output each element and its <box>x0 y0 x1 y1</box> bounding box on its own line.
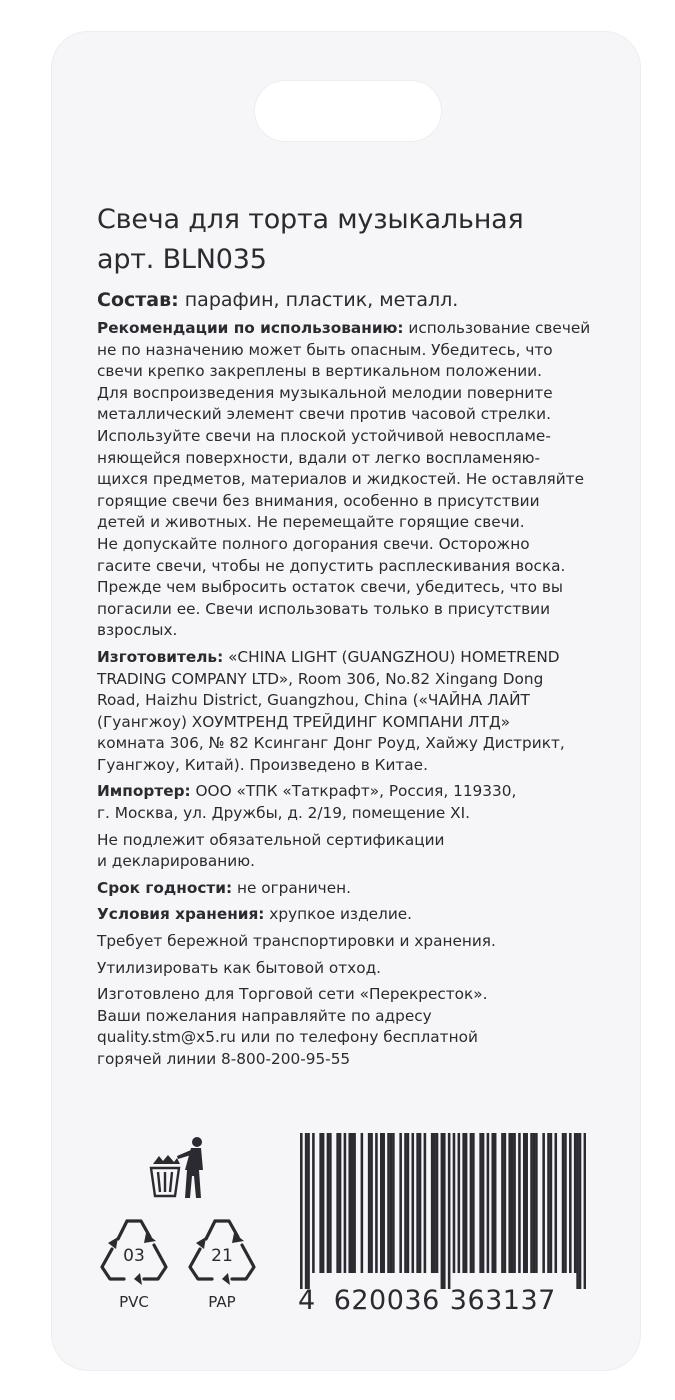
text-line: Для воспроизведения музыкальной мелодии поверните <box>97 383 553 402</box>
text-line: и декларированию. <box>97 852 255 871</box>
text-line: свечи крепко закреплены в вертикальном положении. <box>97 362 542 381</box>
barcode-bar <box>470 1133 473 1273</box>
barcode-bar <box>404 1133 407 1273</box>
product-title-line1: Свеча для торта музыкальная <box>97 204 524 235</box>
recommendations-label: Рекомендации по использованию: <box>97 319 404 337</box>
barcode-bar <box>523 1133 526 1273</box>
text-line: погасили ее. Свечи использовать только в присутствии <box>97 599 551 618</box>
barcode-bar <box>482 1133 485 1273</box>
barcode-bar <box>390 1133 393 1273</box>
barcode-bar <box>511 1133 514 1273</box>
barcode-bar <box>375 1133 378 1273</box>
barcode-bar <box>584 1133 586 1289</box>
barcode-bar <box>344 1133 347 1273</box>
barcode-bar <box>305 1133 308 1289</box>
barcode <box>300 1133 586 1289</box>
importer-label: Импортер: <box>97 782 191 801</box>
barcode-bar <box>501 1133 504 1273</box>
barcode-bar <box>508 1133 511 1273</box>
barcode-bar <box>487 1133 490 1273</box>
barcode-bar <box>407 1133 410 1273</box>
barcode-bar <box>419 1133 422 1273</box>
barcode-bar <box>518 1133 521 1273</box>
composition <box>97 286 597 314</box>
text-line: использование свечей <box>403 319 591 337</box>
barcode-digit-first: 4 <box>298 1285 316 1316</box>
product-title <box>97 200 597 280</box>
barcode-bar <box>547 1133 550 1273</box>
barcode-bar <box>370 1133 373 1273</box>
barcode-bar <box>564 1133 567 1273</box>
barcode-bar <box>416 1133 419 1273</box>
recycle-pvc-icon <box>96 1215 172 1285</box>
barcode-bar <box>353 1133 356 1273</box>
shelf-life-value: не ограничен. <box>232 878 351 897</box>
storage <box>97 904 597 926</box>
text-line: взрослых. <box>97 621 178 640</box>
storage-label: Условия хранения: <box>97 905 265 924</box>
recycle-code-pap: 21 <box>211 1246 233 1266</box>
recycle-code-pvc: 03 <box>123 1246 145 1266</box>
barcode-digits-left: 620036 <box>333 1285 440 1316</box>
text-line: няющейся поверхности, вдали от легко воспламеняю- <box>97 448 541 467</box>
barcode-bar <box>535 1133 538 1273</box>
barcode-bar <box>513 1133 516 1273</box>
barcode-bar <box>424 1133 427 1273</box>
text-line: «CHINA LIGHT (GUANGZHOU) HOMETREND <box>223 647 560 666</box>
text-line: Не допускайте полного догорания свечи. Осторожно <box>97 534 530 553</box>
disposal-note: Утилизировать как бытовой отход. <box>97 958 382 977</box>
recommendations <box>97 318 597 642</box>
barcode-bar <box>361 1133 364 1273</box>
barcode-bar <box>441 1133 444 1289</box>
text-line: комната 306, № 82 Ксинганг Донг Роуд, Хайжу Дистрикт, <box>97 734 565 753</box>
barcode-bar <box>448 1133 451 1289</box>
barcode-bar <box>579 1133 582 1289</box>
barcode-digits-right: 363137 <box>449 1285 556 1316</box>
barcode-bar <box>443 1133 446 1289</box>
barcode-bar <box>368 1133 371 1273</box>
text-line: детей и животных. Не перемещайте горящие свечи. <box>97 513 525 532</box>
retailer-info <box>97 984 597 1070</box>
barcode-bar <box>479 1133 482 1273</box>
barcode-bar <box>392 1133 395 1273</box>
composition-label: Состав: <box>97 289 179 311</box>
barcode-bar <box>550 1133 553 1273</box>
text-line: металлический элемент свечи против часовой стрелки. <box>97 405 551 424</box>
barcode-bar <box>411 1133 414 1273</box>
barcode-bar <box>465 1133 468 1273</box>
barcode-bar <box>399 1133 402 1273</box>
text-line: Используйте свечи на плоской устойчивой невоспламе- <box>97 426 551 445</box>
manufacturer <box>97 647 597 777</box>
barcode-bar <box>569 1133 572 1273</box>
text-line: ООО «ТПК «Таткрафт», Россия, 119330, <box>190 782 517 801</box>
barcode-bar <box>562 1133 565 1273</box>
certification <box>97 830 597 873</box>
barcode-bar <box>351 1133 354 1273</box>
barcode-bar <box>491 1133 494 1273</box>
barcode-bar <box>431 1133 434 1273</box>
text-line: щихся предметов, материалов и жидкостей. Не оставляйте <box>97 470 584 489</box>
label-text <box>97 200 597 1076</box>
barcode-bar <box>574 1133 577 1273</box>
shelf-life-label: Срок годности: <box>97 878 233 897</box>
barcode-bar <box>329 1133 332 1273</box>
barcode-bar <box>319 1133 322 1273</box>
barcode-bar <box>387 1133 390 1273</box>
barcode-bar <box>307 1133 310 1289</box>
barcode-bar <box>436 1133 439 1273</box>
barcode-bar <box>576 1133 579 1289</box>
text-line: TRADING COMPANY LTD», Room 306, No.82 Xingang Dong <box>97 669 544 688</box>
barcode-bar <box>554 1133 557 1273</box>
storage-value: хрупкое изделие. <box>264 905 413 924</box>
barcode-digits <box>298 1285 598 1316</box>
barcode-bar <box>462 1133 465 1273</box>
hang-slot <box>254 80 442 142</box>
barcode-bar <box>472 1133 475 1273</box>
text-line: г. Москва, ул. Дружбы, д. 2/19, помещение XI. <box>97 804 470 823</box>
barcode-bar <box>327 1133 330 1273</box>
barcode-bar <box>382 1133 385 1273</box>
barcode-bar <box>300 1133 303 1289</box>
text-line: гасите свечи, чтобы не допустить расплескивания воска. <box>97 556 566 575</box>
barcode-bar <box>494 1133 497 1273</box>
text-line: Ваши пожелания направляйте по адресу <box>97 1006 432 1025</box>
text-line: не по назначению может быть опасным. Убедитесь, что <box>97 340 553 359</box>
barcode-bar <box>504 1133 507 1273</box>
text-line: горящие свечи без внимания, особенно в присутствии <box>97 491 540 510</box>
barcode-bar <box>458 1133 461 1273</box>
manufacturer-label: Изготовитель: <box>97 647 224 666</box>
product-title-line2: арт. BLN035 <box>97 244 267 275</box>
barcode-bar <box>336 1133 339 1273</box>
barcode-bar <box>433 1133 436 1273</box>
transport-note: Требует бережной транспортировки и хранения. <box>97 932 496 951</box>
barcode-bar <box>348 1133 351 1273</box>
text-line: горячей линии 8-800-200-95-55 <box>97 1050 351 1068</box>
recycle-pap-icon <box>184 1215 260 1285</box>
barcode-bar <box>312 1133 315 1273</box>
importer <box>97 781 597 824</box>
text-line: Road, Haizhu District, Guangzhou, China («ЧАЙНА ЛАЙТ <box>97 691 530 710</box>
text-line: quality.stm@x5.ru или по телефону бесплатной <box>97 1028 478 1047</box>
text-line: Изготовлено для Торговой сети «Перекресток». <box>97 985 488 1004</box>
barcode-bar <box>339 1133 342 1273</box>
recycle-label-pap: PAP <box>208 1293 236 1311</box>
barcode-bar <box>533 1133 536 1273</box>
barcode-bar <box>380 1133 383 1273</box>
composition-value: парафин, пластик, металл. <box>178 289 459 311</box>
recycle-label-pvc: PVC <box>119 1293 149 1311</box>
barcode-bar <box>322 1133 325 1273</box>
barcode-bar <box>525 1133 528 1273</box>
text-line: Гуангжоу, Китай). Произведено в Китае. <box>97 755 428 774</box>
text-line: (Гуангжоу) ХОУМТРЕНД ТРЕЙДИНГ КОМПАНИ ЛТД» <box>97 712 511 731</box>
shelf-life <box>97 878 597 900</box>
barcode-bar <box>542 1133 545 1273</box>
barcode-bar <box>530 1133 533 1273</box>
text-line: Прежде чем выбросить остаток свечи, убедитесь, что вы <box>97 578 563 597</box>
text-line: Не подлежит обязательной сертификации <box>97 830 445 849</box>
barcode-bar <box>453 1133 456 1273</box>
trash-bin-person-icon <box>145 1136 209 1200</box>
